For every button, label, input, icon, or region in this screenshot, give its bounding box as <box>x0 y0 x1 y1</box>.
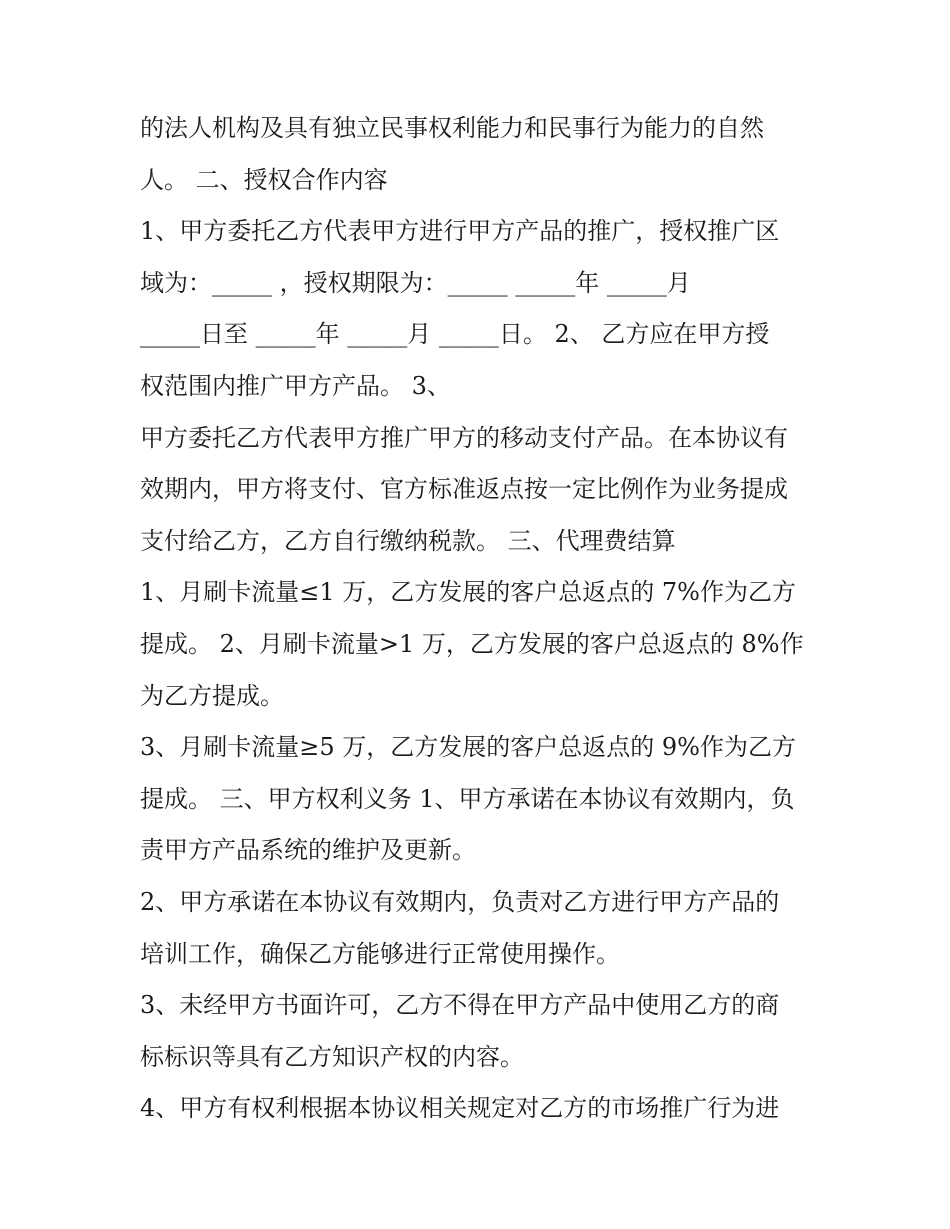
text-line: 支付给乙方，乙方自行缴纳税款。 三、代理费结算 <box>140 526 676 555</box>
text-line: 1、甲方委托乙方代表甲方进行甲方产品的推广，授权推广区 <box>140 217 780 246</box>
text-line: 提成。 2、月刷卡流量>1 万，乙方发展的客户总返点的 8%作 <box>140 629 804 658</box>
text-line: 为乙方提成。 <box>140 681 284 710</box>
text-line: 甲方委托乙方代表甲方推广甲方的移动支付产品。在本协议有 <box>140 423 788 452</box>
text-line: 域为：_____ ，授权期限为：_____ _____年 _____月 <box>140 268 691 297</box>
text-line: 责甲方产品系统的维护及更新。 <box>140 836 476 865</box>
text-line: 培训工作，确保乙方能够进行正常使用操作。 <box>140 939 620 968</box>
text-line: 3、未经甲方书面许可，乙方不得在甲方产品中使用乙方的商 <box>140 991 780 1020</box>
text-line: 的法人机构及具有独立民事权利能力和民事行为能力的自然 <box>140 114 764 142</box>
text-line: 权范围内推广甲方产品。 3、 <box>140 371 451 400</box>
text-line: 1、月刷卡流量≤1 万，乙方发展的客户总返点的 7%作为乙方 <box>140 578 796 607</box>
text-line: 标标识等具有乙方知识产权的内容。 <box>140 1042 524 1071</box>
document-body <box>140 103 830 1135</box>
text-line: _____日至 _____年 _____月 _____日。 2、 乙方应在甲方授 <box>140 320 770 349</box>
text-line: 4、甲方有权利根据本协议相关规定对乙方的市场推广行为进 <box>140 1094 780 1123</box>
text-line: 提成。 三、甲方权利义务 1、甲方承诺在本协议有效期内，负 <box>140 784 795 813</box>
text-line: 效期内，甲方将支付、官方标准返点按一定比例作为业务提成 <box>140 475 788 504</box>
text-line: 人。 二、授权合作内容 <box>140 165 388 194</box>
text-line: 3、月刷卡流量≥5 万，乙方发展的客户总返点的 9%作为乙方 <box>140 733 796 762</box>
text-line: 2、甲方承诺在本协议有效期内，负责对乙方进行甲方产品的 <box>140 887 780 916</box>
